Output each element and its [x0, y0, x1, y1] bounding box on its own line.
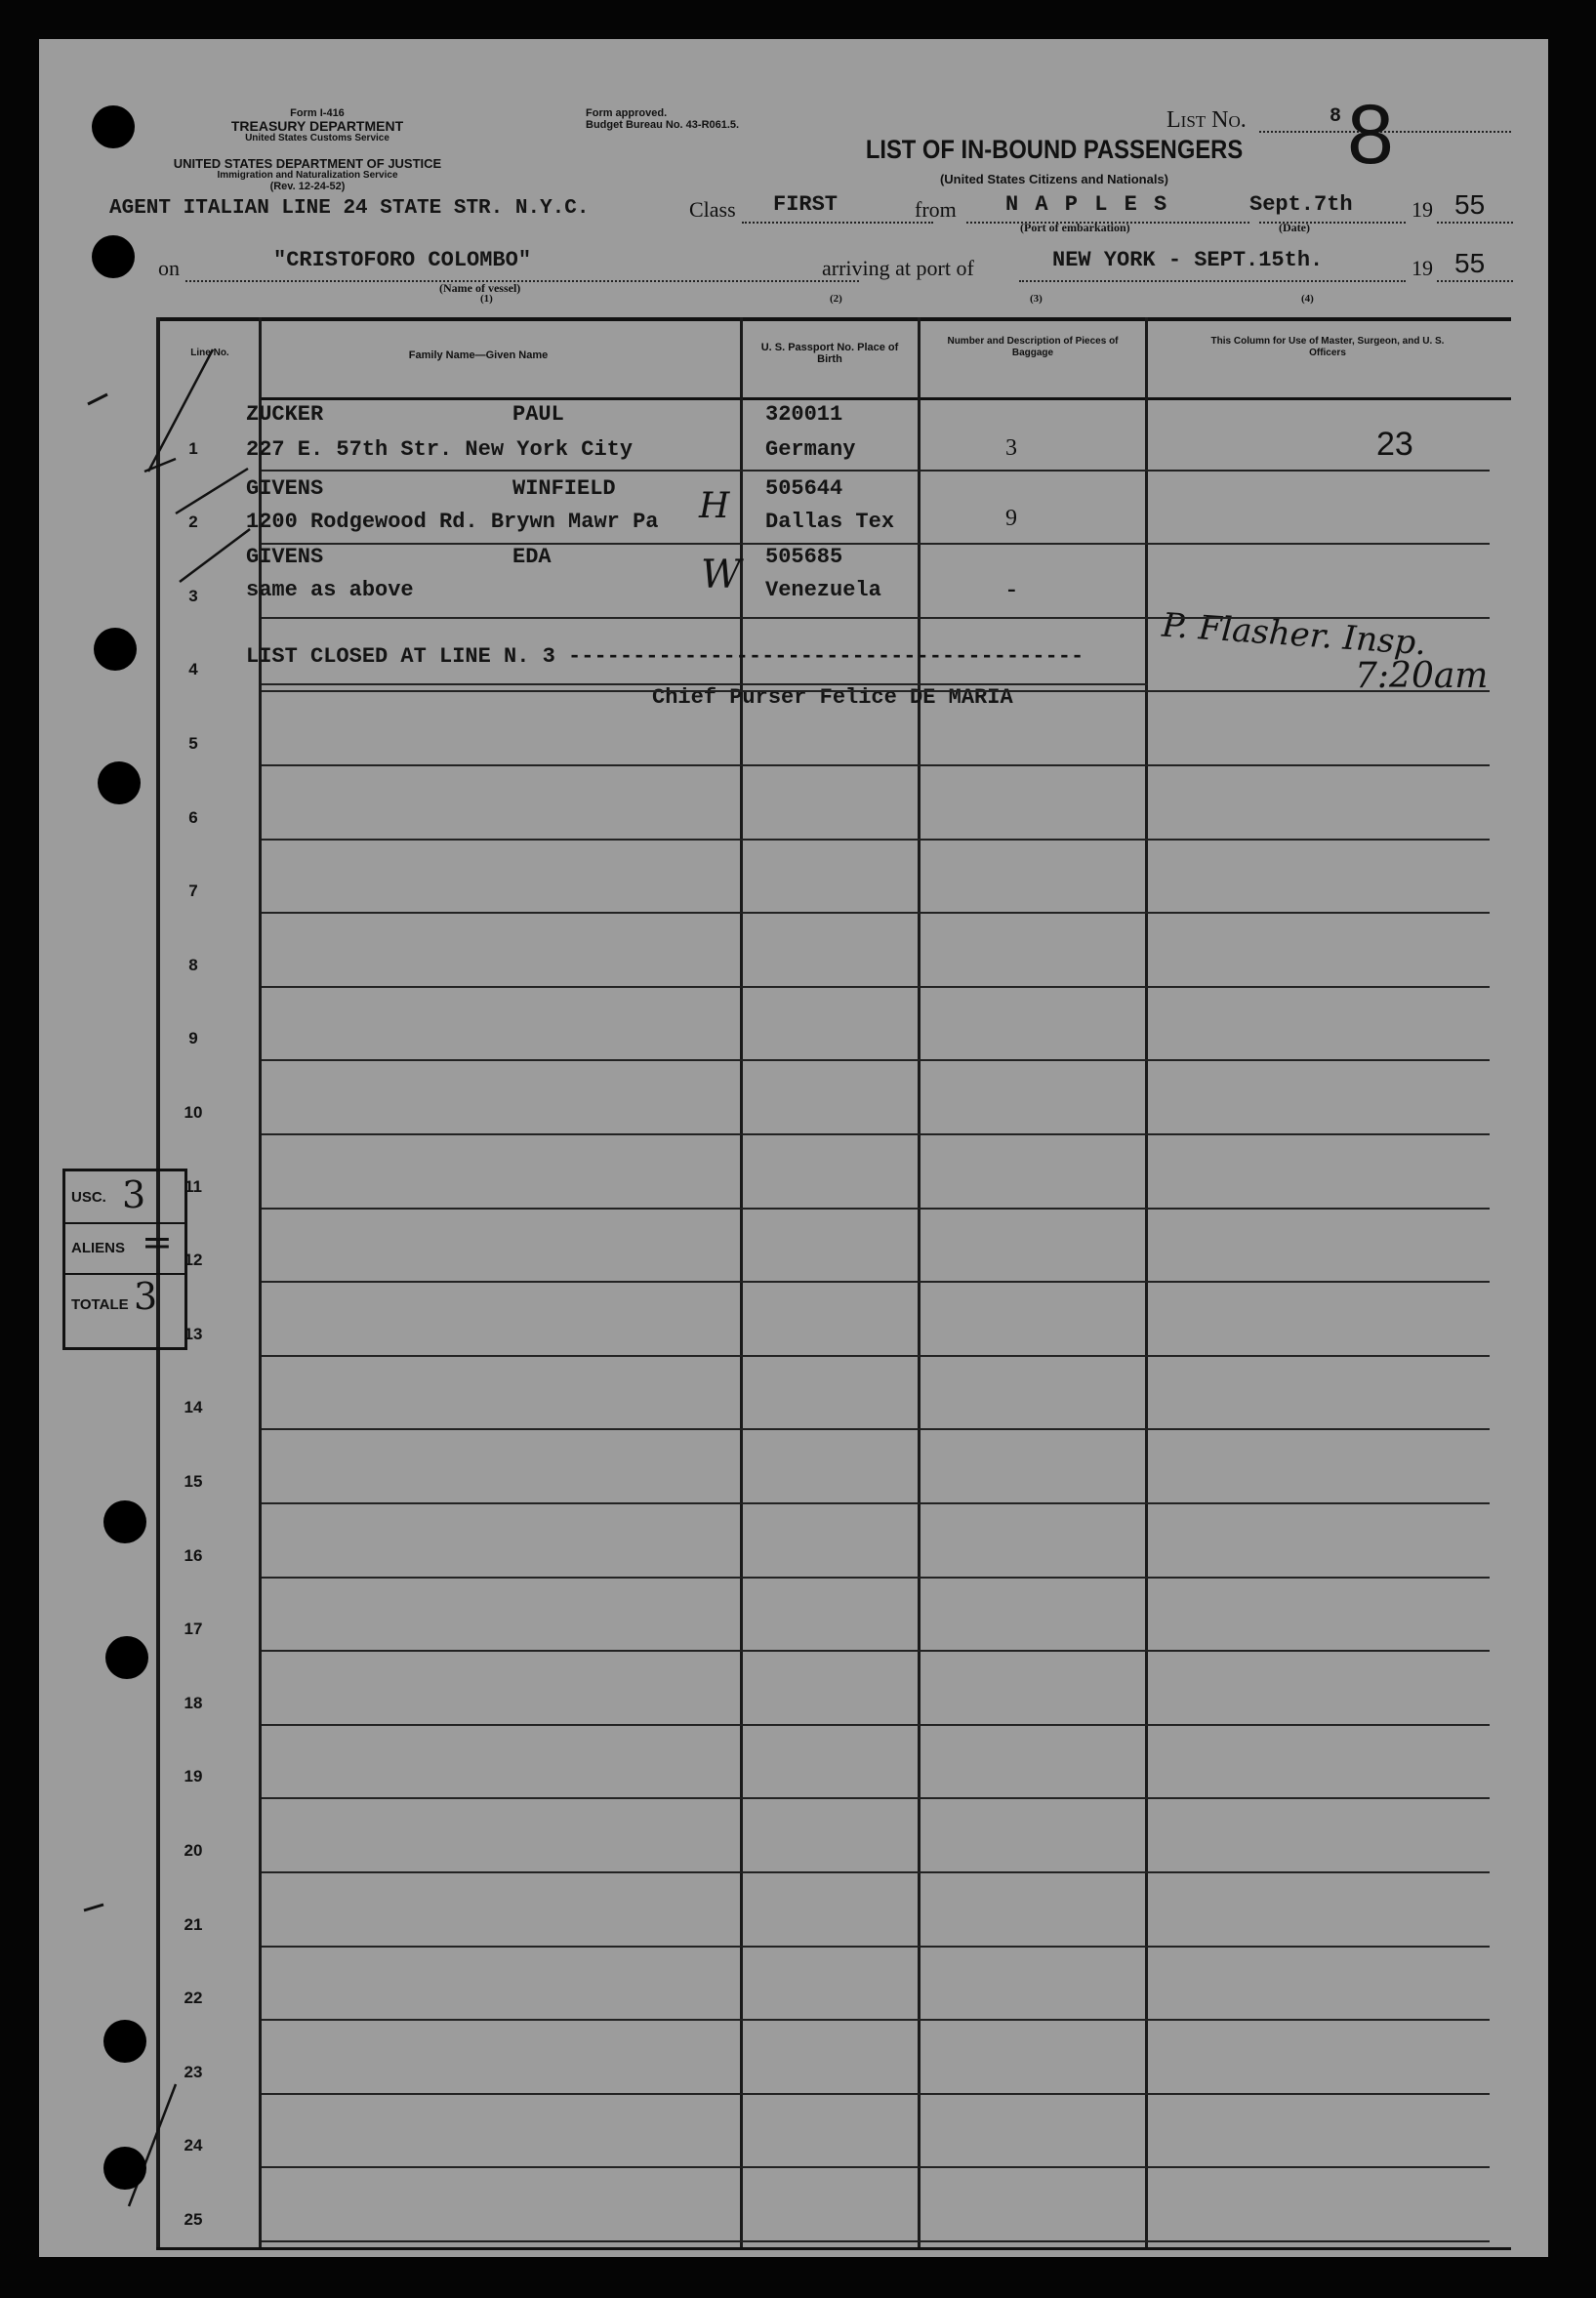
check-mark-3	[180, 529, 250, 582]
list-no-prefix: 8	[1330, 105, 1342, 128]
year-prefix-2: 19	[1412, 256, 1433, 280]
line-number: 14	[184, 1398, 203, 1417]
from-value: N A P L E S	[1005, 192, 1169, 217]
header-officers: This Column for Use of Master, Surgeon, and U. S. Officers	[1210, 336, 1445, 358]
entry-1-baggage: 3	[1005, 435, 1017, 461]
line-number: 5	[188, 734, 198, 753]
justice-dept: UNITED STATES DEPARTMENT OF JUSTICE	[173, 156, 442, 171]
header-name: Family Name—Given Name	[408, 349, 549, 361]
line-number: 7	[188, 882, 198, 901]
vessel-label: (Name of vessel)	[439, 281, 521, 295]
line-number: 3	[188, 586, 198, 605]
date-label: (Date)	[1279, 221, 1310, 234]
entry-1-birthplace: Germany	[765, 437, 856, 462]
year-prefix-1: 19	[1412, 197, 1433, 222]
ins-service: Immigration and Naturalization Service	[217, 170, 398, 181]
check-mark-bottom	[129, 2084, 176, 2206]
binder-hole-1	[92, 105, 135, 148]
list-closed-line: LIST CLOSED AT LINE N. 3 ----------------------------------------	[246, 644, 1084, 669]
stamp-aliens-label: ALIENS	[71, 1240, 126, 1256]
entry-2-birthplace: Dallas Tex	[765, 510, 895, 534]
entry-1-given: PAUL	[512, 402, 564, 427]
entry-2-family: GIVENS	[246, 476, 324, 501]
list-subtitle: (United States Citizens and Nationals)	[939, 172, 1169, 186]
entry-2-baggage: 9	[1005, 506, 1017, 531]
entry-3-given: EDA	[512, 545, 552, 569]
form-approved: Form approved.	[586, 107, 668, 119]
binder-hole-2	[92, 235, 135, 278]
col2-label: (2)	[830, 293, 842, 305]
revision: (Rev. 12-24-52)	[269, 181, 346, 192]
line-number: 11	[184, 1176, 202, 1196]
line-number: 1	[188, 438, 198, 458]
line-number: 17	[184, 1620, 203, 1639]
entry-3-passport: 505685	[765, 545, 843, 569]
budget-bureau: Budget Bureau No. 43-R061.5.	[586, 119, 740, 131]
handwritten-initials-2: W	[701, 553, 742, 597]
entry-2-address: 1200 Rodgewood Rd. Brywn Mawr Pa	[246, 510, 659, 534]
check-mark-2	[176, 469, 248, 513]
entry-1-address: 227 E. 57th Str. New York City	[246, 437, 634, 462]
from-label: from	[915, 197, 957, 222]
list-number: 8	[1347, 88, 1394, 182]
col4-label: (4)	[1301, 293, 1314, 305]
line-number: 10	[184, 1103, 203, 1122]
binder-hole-5	[103, 1500, 146, 1543]
col1-label: (1)	[480, 293, 493, 305]
entry-1-officer-note: 23	[1376, 426, 1413, 463]
binder-hole-7	[103, 2020, 146, 2063]
entry-3-family: GIVENS	[246, 545, 324, 569]
line-number: 25	[184, 2210, 203, 2229]
agent-line: AGENT ITALIAN LINE 24 STATE STR. N.Y.C.	[109, 197, 590, 220]
header-line-no: Line No.	[190, 348, 229, 358]
form-number: Form I-416	[290, 107, 345, 119]
class-label: Class	[689, 197, 736, 222]
entry-2-passport: 505644	[765, 476, 843, 501]
entry-3-birthplace: Venezuela	[765, 578, 881, 602]
header-passport: U. S. Passport No. Place of Birth	[760, 342, 899, 365]
stamp-totale-value: 3	[134, 1275, 158, 1318]
port-embarkation-label: (Port of embarkation)	[1020, 221, 1130, 234]
customs-service: United States Customs Service	[245, 133, 389, 144]
line-number: 20	[184, 1841, 203, 1860]
binder-hole-4	[98, 761, 141, 804]
handwritten-initials-1: H	[699, 486, 730, 526]
stamp-usc-label: USC.	[71, 1189, 106, 1206]
stamp-usc-value: 3	[122, 1173, 146, 1216]
line-number: 4	[188, 660, 198, 679]
line-number: 16	[184, 1545, 203, 1565]
stamp-aliens-value: =	[142, 1220, 173, 1263]
on-label: on	[158, 256, 180, 280]
entry-3-address: same as above	[246, 578, 414, 602]
date-value: Sept.7th	[1249, 192, 1353, 217]
inspection-time: 7:20am	[1355, 656, 1489, 696]
line-number: 22	[184, 1989, 203, 2008]
arriving-label: arriving at port of	[822, 256, 974, 280]
list-no-label: List No.	[1166, 107, 1247, 133]
line-number: 9	[188, 1029, 198, 1048]
line-number: 18	[184, 1693, 203, 1712]
check-marks	[39, 39, 1548, 2257]
manifest-page	[39, 39, 1548, 2257]
tick-left-2	[84, 1905, 103, 1910]
binder-hole-8	[103, 2147, 146, 2190]
binder-hole-6	[105, 1636, 148, 1679]
header-baggage: Number and Description of Pieces of Baggage	[947, 336, 1119, 358]
col3-label: (3)	[1030, 293, 1043, 305]
entry-1-family: ZUCKER	[246, 402, 324, 427]
binder-hole-3	[94, 628, 137, 671]
line-number: 24	[184, 2136, 203, 2155]
line-number: 21	[184, 1914, 203, 1934]
entry-1-passport: 320011	[765, 402, 843, 427]
line-number: 8	[188, 955, 198, 974]
chief-purser: Chief Purser Felice DE MARIA	[652, 685, 1013, 710]
line-number: 13	[184, 1324, 203, 1343]
entry-3-baggage: -	[1007, 574, 1016, 602]
tick-left-1	[88, 394, 107, 404]
line-number: 19	[184, 1767, 203, 1786]
line-number: 12	[184, 1251, 203, 1270]
stamp-totale-label: TOTALE	[71, 1296, 129, 1313]
year-1: 55	[1454, 189, 1486, 220]
treasury-dept: TREASURY DEPARTMENT	[230, 118, 404, 134]
line-number: 2	[188, 513, 198, 532]
check-mark-1	[144, 349, 213, 472]
line-number: 6	[188, 807, 198, 827]
entry-2-given: WINFIELD	[512, 476, 616, 501]
line-number: 23	[184, 2062, 203, 2081]
year-2: 55	[1454, 248, 1486, 278]
arrival-value: NEW YORK - SEPT.15th.	[1052, 248, 1324, 272]
vessel-name: "CRISTOFORO COLOMBO"	[273, 248, 532, 272]
inspector-signature: P. Flasher. Insp.	[1160, 605, 1428, 664]
list-title: LIST OF IN-BOUND PASSENGERS	[865, 135, 1244, 164]
line-number: 15	[184, 1472, 203, 1491]
class-value: FIRST	[773, 192, 839, 217]
